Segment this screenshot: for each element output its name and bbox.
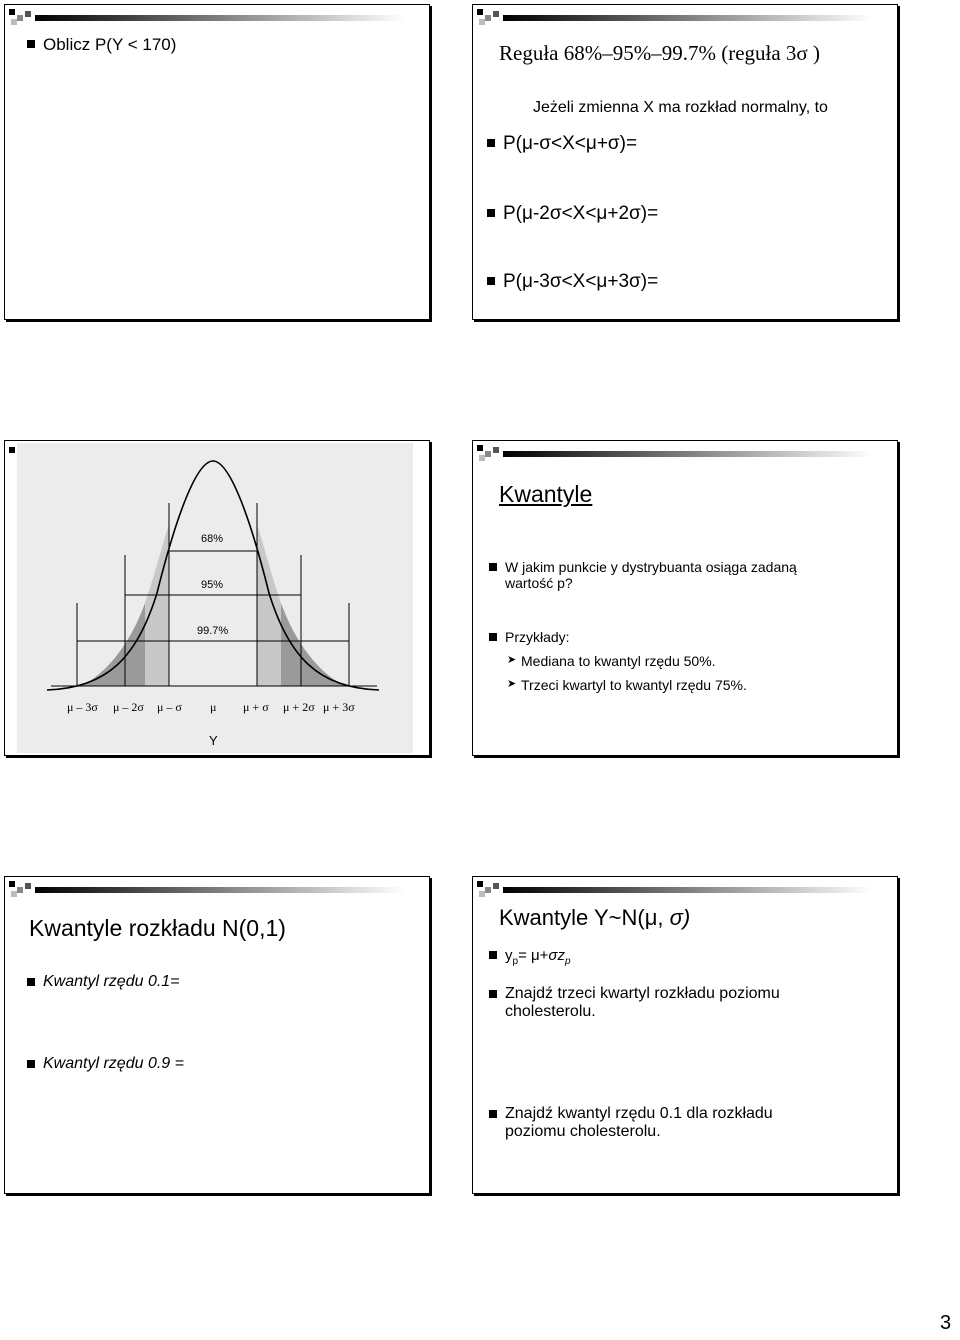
slide-decoration-icon (475, 443, 875, 465)
label-68: 68% (201, 533, 224, 545)
slide-6 (472, 876, 898, 1194)
quantile-text: Kwantyl rzędu 0.9 = (43, 1055, 184, 1072)
slide-4 (472, 440, 898, 756)
question-line: wartość p? (505, 575, 573, 591)
square-bullet-icon (489, 990, 497, 998)
title-sigma: σ) (669, 905, 691, 930)
quantile-text: Kwantyl rzędu 0.1= (43, 973, 180, 990)
square-bullet-icon (27, 1060, 35, 1068)
quantile-item-1 (27, 973, 180, 991)
slide-2 (472, 4, 898, 320)
intro-text: Jeżeli zmienna X ma rozkład normalny, to (533, 99, 828, 116)
bullet-text: Oblicz P(Y < 170) (43, 35, 177, 54)
question-line: W jakim punkcie y dystrybuanta osiąga zadaną (505, 559, 797, 575)
slide-decoration-icon (475, 879, 875, 901)
slide-title: Reguła 68%–95%–99.7% (reguła 3σ ) (499, 41, 820, 65)
square-bullet-icon (9, 447, 15, 453)
axis-label: μ (210, 700, 217, 714)
formula-text: $y_p= \mu+\sigma z_p$ (505, 947, 571, 967)
rule-item-1 (487, 133, 637, 155)
slide-decoration-icon (475, 7, 875, 29)
left-mid-shade (145, 525, 169, 686)
slide-decoration-icon (7, 7, 407, 29)
square-bullet-icon (27, 40, 35, 48)
slide-decoration-icon (7, 879, 407, 901)
square-bullet-icon (27, 978, 35, 986)
label-95: 95% (201, 579, 224, 591)
title-text: Kwantyle Y~N(μ, (499, 905, 670, 930)
x-axis-title: Y (209, 733, 218, 748)
task-line: Znajdź trzeci kwartyl rozkładu poziomu (505, 985, 780, 1002)
slide-5 (4, 876, 430, 1194)
task-line: poziomu cholesterolu. (505, 1123, 661, 1140)
square-bullet-icon (489, 1110, 497, 1118)
rule-item-2 (487, 203, 658, 225)
examples-label: Przykłady: (505, 629, 570, 645)
slide-title: Kwantyle (499, 481, 593, 507)
sub-item (507, 677, 747, 693)
axis-label: μ + 2σ (283, 700, 315, 714)
axis-label: μ – 3σ (67, 700, 98, 714)
gauss-curve (47, 461, 379, 690)
square-bullet-icon (487, 277, 495, 285)
arrow-bullet-icon: ➤ (507, 654, 517, 666)
sub-item-text: Mediana to kwantyl rzędu 50%. (521, 653, 716, 669)
square-bullet-icon (487, 209, 495, 217)
task-item-2 (489, 1105, 773, 1141)
task-line: Znajdź kwantyl rzędu 0.1 dla rozkładu (505, 1105, 773, 1122)
square-bullet-icon (487, 139, 495, 147)
axis-label: μ – 2σ (113, 700, 144, 714)
arrow-bullet-icon: ➤ (507, 678, 517, 690)
axis-label: μ + 3σ (323, 700, 355, 714)
task-line: cholesterolu. (505, 1003, 596, 1020)
right-mid-shade (257, 525, 281, 686)
axis-label: μ – σ (157, 700, 182, 714)
bullet-item (27, 35, 176, 55)
rule-text: P(μ-σ<X<μ+σ)= (503, 133, 638, 154)
slide-3 (4, 440, 430, 756)
label-99-7: 99.7% (197, 625, 229, 637)
square-bullet-icon (489, 563, 497, 571)
page-number: 3 (940, 1312, 952, 1334)
sub-item-text: Trzeci kwartyl to kwantyl rzędu 75%. (521, 677, 747, 693)
rule-text: P(μ-2σ<X<μ+2σ)= (503, 203, 659, 224)
formula-item (489, 947, 571, 967)
rule-item-3 (487, 271, 658, 293)
quantile-item-2 (27, 1055, 184, 1073)
slide-title: Kwantyle rozkładu N(0,1) (29, 915, 286, 941)
question-item (489, 559, 797, 591)
slide-title (499, 905, 690, 931)
sub-item (507, 653, 716, 669)
rule-text: P(μ-3σ<X<μ+3σ)= (503, 271, 659, 292)
square-bullet-icon (489, 633, 497, 641)
task-item-1 (489, 985, 780, 1021)
axis-label: μ + σ (243, 700, 269, 714)
slide-1 (4, 4, 430, 320)
examples-item (489, 629, 570, 645)
square-bullet-icon (489, 951, 497, 959)
